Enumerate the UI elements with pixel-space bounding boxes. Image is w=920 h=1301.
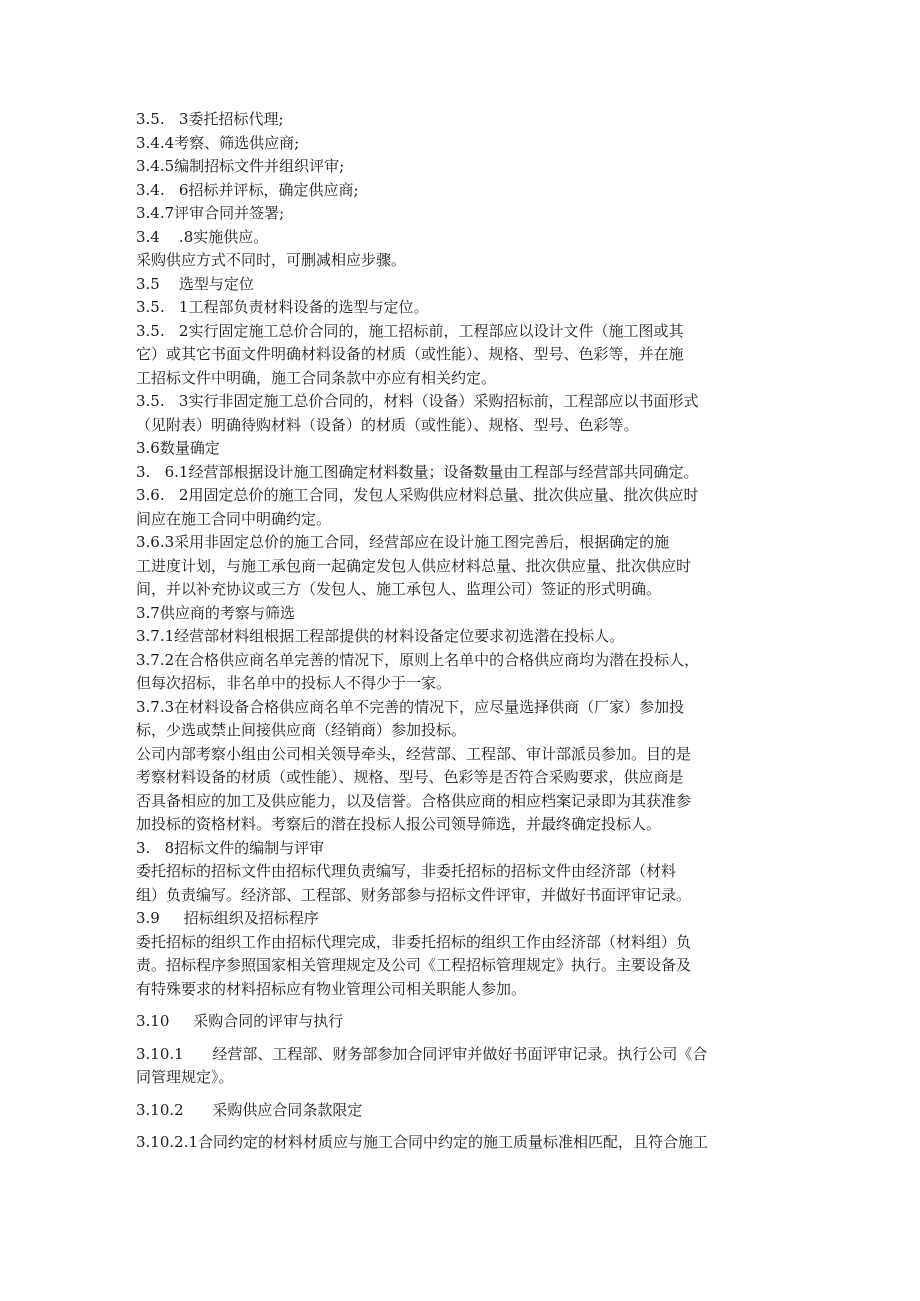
text-line: 公司内部考察小组由公司相关领导牵头，经营部、工程部、审计部派员参加。目的是: [136, 744, 692, 763]
text-line: 3.10.1 经营部、工程部、财务部参加合同评审并做好书面评审记录。执行公司《合: [136, 1044, 708, 1063]
text-line: （见附表）明确待购材料（设备）的材质（或性能）、规格、型号、色彩等。: [136, 415, 639, 434]
document-body: [136, 108, 776, 1155]
text-line: 3.5. 2实行固定施工总价合同的，施工招标前，工程部应以设计文件（施工图或其: [136, 321, 684, 340]
text-line: 组）负责编写。经济部、工程部、财务部参与招标文件评审，并做好书面评审记录。: [136, 885, 692, 904]
text-line: 间应在施工合同中明确约定。: [136, 509, 332, 528]
text-line: 考察材料设备的材质（或性能）、规格、型号、色彩等是否符合采购要求，供应商是: [136, 768, 684, 786]
text-line: 工招标文件中明确，施工合同条款中亦应有相关约定。: [136, 368, 497, 387]
text-line: 3.7.3在材料设备合格供应商名单不完善的情况下，应尽量选择供商（厂家）参加投: [136, 697, 685, 716]
section-heading: 3.5 选型与定位: [136, 274, 254, 293]
text-line: 3.5. 3实行非固定施工总价合同的，材料（设备）采购招标前，工程部应以书面形式: [136, 392, 699, 410]
text-line: 3.4.7评审合同并签署;: [136, 204, 285, 222]
text-line: 加投标的资格材料。考察后的潜在投标人报公司领导筛选，并最终确定投标人。: [136, 815, 662, 833]
text-line: 标，少选或禁止间接供应商（经销商）参加投标。: [136, 721, 467, 739]
section-heading: 3.10.2 采购供应合同条款限定: [136, 1100, 363, 1119]
text-line: 责。招标程序参照国家相关管理规定及公司《工程招标管理规定》执行。主要设备及: [136, 956, 692, 974]
text-line: 3.10.2.1合同约定的材料材质应与施工合同中约定的施工质量标准相匹配，且符合施工: [136, 1133, 709, 1151]
text-line: 它）或其它书面文件明确材料设备的材质（或性能）、规格、型号、色彩等，并在施: [136, 345, 684, 363]
text-line: 间，并以补充协议或三方（发包人、施工承包人、监理公司）签证的形式明确。: [136, 580, 662, 598]
text-line: 工进度计划，与施工承包商一起确定发包人供应材料总量、批次供应量、批次供应时: [136, 556, 692, 575]
text-line: 3.4. 6招标并评标，确定供应商;: [136, 180, 359, 199]
text-line: 3.7.1经营部材料组根据工程部提供的材料设备定位要求初选潜在投标人。: [136, 627, 625, 645]
section-heading: 3.9 招标组织及招标程序: [136, 909, 319, 927]
text-line: 3.4 .8实施供应。: [136, 227, 269, 246]
text-line: 3.5. 3委托招标代理;: [136, 110, 284, 128]
text-line: 3.7.2在合格供应商名单完善的情况下，原则上名单中的合格供应商均为潜在投标人，: [136, 650, 700, 669]
text-line: 3.5. 1工程部负责材料设备的选型与定位。: [136, 298, 429, 316]
text-line: 3.4.4考察、筛选供应商;: [136, 133, 300, 152]
text-line: 但每次招标，非名单中的投标人不得少于一家。: [136, 674, 452, 692]
text-line: 3.4.5编制招标文件并组织评审;: [136, 157, 345, 175]
section-heading: 3. 8招标文件的编制与评审: [136, 838, 325, 857]
section-heading: 3.10 采购合同的评审与执行: [136, 1012, 344, 1030]
text-line: 3. 6.1经营部根据设计施工图确定材料数量；设备数量由工程部与经营部共同确定。: [136, 462, 699, 481]
text-line: 3.6.3采用非固定总价的施工合同，经营部应在设计施工图完善后，根据确定的施: [136, 533, 670, 551]
text-line: 采购供应方式不同时，可删减相应步骤。: [136, 251, 407, 269]
text-line: 委托招标的组织工作由招标代理完成，非委托招标的组织工作由经济部（材料组）负: [136, 932, 692, 951]
text-line: 3.6. 2用固定总价的施工合同，发包人采购供应材料总量、批次供应量、批次供应时: [136, 486, 699, 504]
text-line: 否具备相应的加工及供应能力，以及信誉。合格供应商的相应档案记录即为其获准参: [136, 791, 692, 810]
text-line: 同管理规定》。: [136, 1068, 234, 1086]
text-line: 委托招标的招标文件由招标代理负责编写，非委托招标的招标文件由经济部（材料: [136, 862, 677, 880]
section-heading: 3.7供应商的考察与筛选: [136, 603, 295, 622]
text-line: 有特殊要求的材料招标应有物业管理公司相关职能人参加。: [136, 979, 527, 998]
section-heading: 3.6数量确定: [136, 439, 220, 457]
